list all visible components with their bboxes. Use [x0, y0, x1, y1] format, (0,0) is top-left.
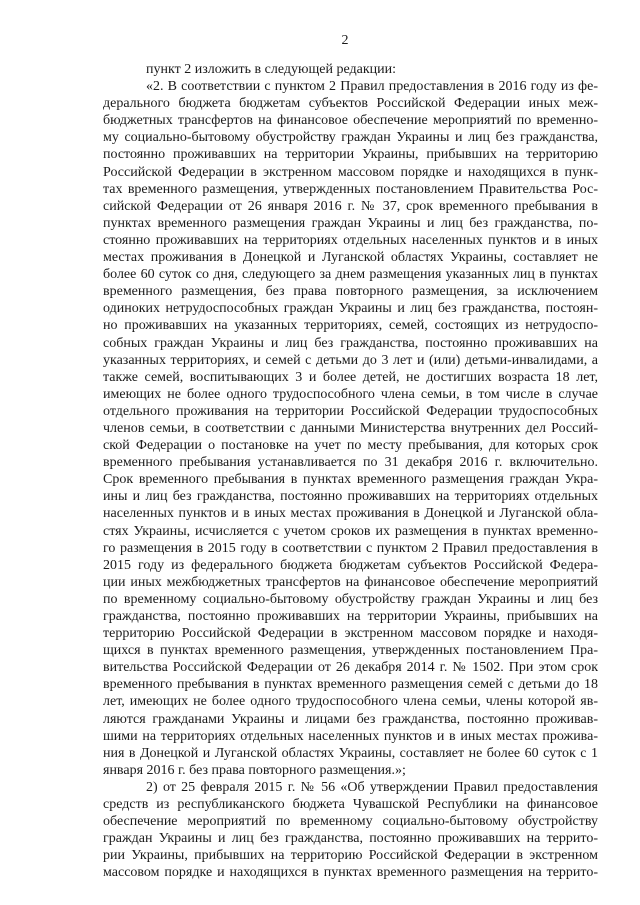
text-line: бюджетных трансфертов на финансовое обеспечение мероприятий по временно- — [103, 113, 598, 129]
text-line: Российской Федерации в экстренном массовом порядке и находящихся в пунк- — [103, 164, 598, 180]
text-line: территорию Российской Федерации в экстренном массовом порядке и находя- — [103, 626, 598, 642]
text-line: отдельного проживания на территории Российской Федерации трудоспособных — [103, 403, 598, 419]
text-line: щихся в пунктах временного размещения, утвержденных постановлением Пра- — [103, 643, 598, 659]
text-line: временного пребывания в пунктах временного размещения семей с детьми до 18 — [103, 677, 598, 693]
text-line: средств из республиканского бюджета Чувашской Республики на финансовое — [103, 797, 598, 813]
text-line: ния в Донецкой и Луганской областях Украины, составляет не более 60 суток с 1 — [103, 745, 598, 761]
text-line: но проживавших на указанных территориях, семей, состоящих из нетрудоспо- — [103, 318, 598, 334]
text-line: стях Украины, исчисляется с учетом сроков их размещения в пунктах временно- — [103, 523, 598, 539]
text-line: шими на территориях отдельных населенных пунктов и в иных местах прожива- — [103, 728, 598, 744]
text-line: ляются гражданами Украины и лицами без гражданства, постоянно проживав- — [103, 711, 598, 727]
text-line: гражданства, постоянно проживавших на территории Украины, прибывших на — [103, 609, 598, 624]
text-line: также семей, воспитывающих 3 и более детей, не достигших возраста 18 лет, — [103, 369, 598, 385]
text-line: временного размещения, без права повторного размещения, за исключением — [103, 284, 598, 300]
text-line: дерального бюджета бюджетам субъектов Российской Федерации иных меж- — [103, 96, 598, 112]
text-line: рии Украины, прибывших на территорию Российской Федерации в экстренном — [103, 848, 598, 864]
page-number: 2 — [341, 33, 349, 48]
text-line: 2) от 25 февраля 2015 г. № 56 «Об утверждении Правил предоставления — [146, 779, 598, 795]
text-line: постоянно проживавших на территории Украины, прибывших на территорию — [103, 147, 598, 163]
text-line: одиноких нетрудоспособных граждан Украины и лиц без гражданства, постоян- — [103, 301, 598, 317]
text-line: граждан Украины и лиц без гражданства, постоянно проживавших на террито- — [103, 831, 598, 847]
text-line: сийской Федерации от 26 января 2016 г. № 37, срок временного пребывания в — [103, 198, 598, 214]
text-line: го размещения в 2015 году в соответствии с пунктом 2 Правил предоставления в — [103, 540, 598, 556]
text-line: более 60 суток со дня, следующего за днем размещения указанных лиц в пунктах — [103, 267, 598, 283]
text-line: пункт 2 изложить в следующей редакции: — [146, 62, 396, 77]
text-line: членов семьи, в соответствии с данными Министерства внутренних дел Россий- — [103, 420, 598, 436]
text-line: «2. В соответствии с пунктом 2 Правил предоставления в 2016 году из фе- — [146, 79, 598, 95]
text-line: местах проживания в Донецкой и Луганской областях Украины, составляет не — [103, 250, 598, 266]
text-line: ины и лиц без гражданства, постоянно проживавших на территориях отдельных — [103, 489, 598, 505]
text-line: населенных пунктов и в иных местах проживания в Донецкой и Луганской обла- — [103, 506, 598, 522]
text-line: по временному социально-бытовому обустройству граждан Украины и лиц без — [103, 591, 598, 607]
text-line: Срок временного пребывания в пунктах временного размещения граждан Укра- — [103, 472, 598, 488]
text-line: стоянно проживавших на территориях отдельных населенных пунктов и в иных — [103, 232, 598, 248]
text-line: 2015 году из федерального бюджета бюджетам субъектов Российской Федера- — [103, 557, 598, 573]
text-line: тах временного размещения, утвержденных постановлением Правительства Рос- — [103, 181, 598, 197]
text-line: имеющих не более одного трудоспособного члена семьи, в том числе в случае — [103, 386, 598, 402]
text-line: указанных территориях, и семей с детьми до 3 лет и (или) детьми-инвалидами, а — [103, 352, 598, 368]
text-line: лет, имеющих не более одного трудоспособного члена семьи, члены которой яв- — [103, 694, 598, 710]
document-body — [103, 61, 598, 882]
text-line: му социально-бытовому обустройству граждан Украины и лиц без гражданства, — [103, 130, 598, 146]
text-line: вительства Российской Федерации от 26 декабря 2014 г. № 1502. При этом срок — [103, 660, 598, 676]
text-line: ской Федерации о постановке на учет по месту пребывания, для которых срок — [103, 438, 598, 454]
text-line: пунктах временного размещения граждан Украины и лиц без гражданства, по- — [103, 215, 598, 231]
text-line: ции иных межбюджетных трансфертов на финансовое обеспечение мероприятий — [103, 574, 598, 590]
text-line: собных граждан Украины и лиц без гражданства, постоянно проживавших на — [103, 335, 598, 351]
text-line: временного пребывания устанавливается по 31 декабря 2016 г. включительно. — [103, 455, 598, 471]
text-line: обеспечение мероприятий по временному социально-бытовому обустройству — [103, 814, 598, 830]
text-line: массовом порядке и находящихся в пунктах временного размещения на террито- — [103, 865, 598, 881]
text-line: января 2016 г. без права повторного размещения.»; — [103, 762, 406, 778]
